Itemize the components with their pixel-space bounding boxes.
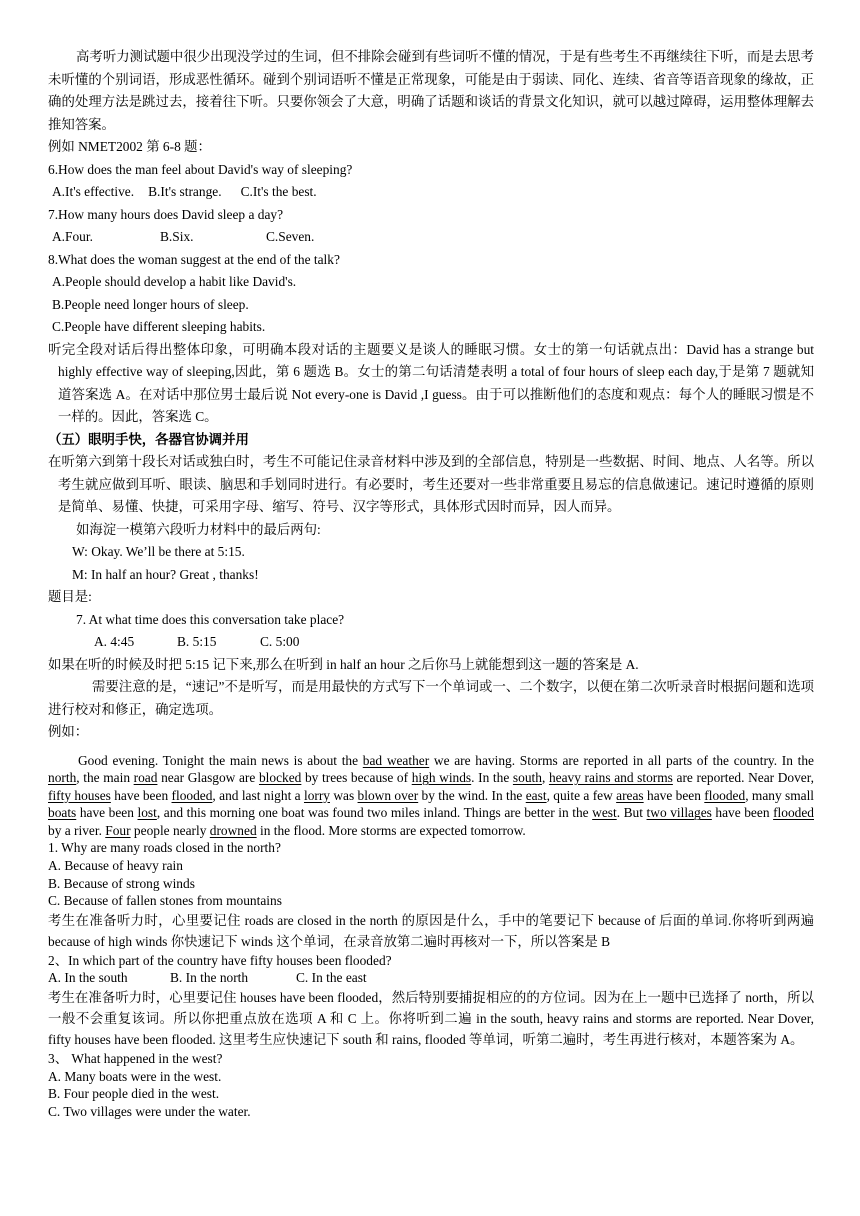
keyword: boats <box>48 805 77 821</box>
option-b: B. 5:15 <box>177 634 217 649</box>
dialogue-w-line: W: Okay. We’ll be there at 5:15. <box>72 544 245 559</box>
keyword: east <box>525 787 547 803</box>
option-b: B.People need longer hours of sleep. <box>52 296 249 312</box>
news-passage: Good evening. Tonight the main news is about the bad weather we are having. Storms are reported in all parts of the country. In the north, the main road near Glasgow are blocked by trees because of high winds. In the south, heavy rains and storms are reported. Near Dover, fifty houses have been flooded, and last night a lorry was blown over by the wind. In the east, quite a few areas have been flooded, many small boats have been lost, and this morning one boat was found two miles inland. Things are better in the west. But two villages have been flooded by a river. Four people nearly drowned in the flood. More storms are expected tomorrow. <box>48 752 815 838</box>
option-c: C. In the east <box>296 970 367 986</box>
option-a: A. In the south <box>48 970 128 986</box>
question-7-options <box>48 226 814 249</box>
keyword: bad weather <box>362 752 430 768</box>
example-intro: 例如 NMET2002 第 6-8 题： <box>48 139 211 154</box>
keyword: areas <box>616 787 644 803</box>
document-page <box>48 46 814 1120</box>
keyword: heavy rains and storms <box>548 770 673 786</box>
keyword: west <box>592 805 617 821</box>
keyword: lost <box>137 805 157 821</box>
keyword: two villages <box>646 805 712 821</box>
keyword: blown over <box>357 787 419 803</box>
option-c: C. 5:00 <box>260 634 300 649</box>
option-b: B. Because of strong winds <box>48 875 195 891</box>
question-options <box>48 631 814 654</box>
dialogue-m-line: M: In half an hour? Great , thanks! <box>72 566 259 582</box>
option-c: C.People have different sleeping habits. <box>52 319 266 334</box>
option-a: A.People should develop a habit like David's. <box>52 274 297 289</box>
option-b: B. In the north <box>170 970 249 986</box>
example-line: 如海淀一模第六段听力材料中的最后两句: <box>76 521 321 537</box>
option-c: C. Because of fallen stones from mountains <box>48 893 282 909</box>
example-label: 例如： <box>48 724 89 739</box>
option-c: C.It's the best. <box>240 184 317 199</box>
analysis-2: 考生在准备听力时，心里要记住 houses have been flooded，然后特别要捕捉相应的的方位词。因为在上一题中已选择了 north，所以一般不会重复该词。所以你把重点放在选项 A 和 C 上。你将听到二遍 in the south, heavy rains and storms are reported. Near Dover, fifty houses have been flooded. 这里考生应快速记下 south 和 rains, flooded 等单词，听第二遍时，考生再进行核对，本题答案为 A。 <box>48 990 814 1048</box>
keyword: fifty houses <box>48 787 111 803</box>
option-a: A. Because of heavy rain <box>48 858 183 874</box>
question-6-options <box>48 181 814 204</box>
keyword: blocked <box>258 770 302 786</box>
option-b: B.Six. <box>160 229 194 244</box>
question-7-stem: 7.How many hours does David sleep a day? <box>48 206 284 222</box>
keyword: flooded <box>773 805 814 821</box>
keyword: lorry <box>303 787 330 803</box>
question-8-stem: 8.What does the woman suggest at the end of the talk? <box>48 251 340 267</box>
keyword: flooded <box>704 787 746 803</box>
passage-question-2: 2、In which part of the country have fifty houses been flooded? <box>48 952 392 968</box>
keyword: Four <box>105 822 131 838</box>
question-6-stem: 6.How does the man feel about David's way of sleeping? <box>48 161 353 177</box>
option-a: A. Many boats were in the west. <box>48 1068 222 1084</box>
option-a: A. 4:45 <box>94 634 135 649</box>
option-b: B.It's strange. <box>148 184 222 199</box>
analysis-1: 考生在准备听力时，心里要记住 roads are closed in the north 的原因是什么，手中的笔要记下 because of 后面的单词.你将听到两遍 because of high winds 你快速记下 winds 这个单词，在录音放第二遍时再核对一下，所以答案是 B <box>48 912 814 949</box>
keyword: north <box>48 770 77 786</box>
option-c: C.Seven. <box>266 229 315 244</box>
topic-label: 题目是: <box>48 589 92 604</box>
passage-question-1: 1. Why are many roads closed in the north? <box>48 840 281 856</box>
option-a: A.Four. <box>52 229 93 244</box>
keyword: flooded <box>171 787 213 803</box>
intro-paragraph: 高考听力测试题中很少出现没学过的生词，但不排除会碰到有些词听不懂的情况，于是有些考生不再继续往下听，而是去思考未听懂的个别词语，形成恶性循环。碰到个别词语听不懂是正常现象，可能是由于弱读、同化、连续、省音等语音现象的缘故，正确的处理方法是跳过去，接着往下听。只要你领会了大意，明确了话题和谈话的背景文化知识，就可以越过障碍，运用整体理解去推知答案。 <box>48 49 814 132</box>
note-paragraph-2: 需要注意的是，“速记”不是听写，而是用最快的方式写下一个单词或一、二个数字，以便在第二次听录音时根据问题和选项进行校对和修正，确定选项。 <box>48 679 814 717</box>
note-paragraph: 如果在听的时候及时把 5:15 记下来,那么在听到 in half an hour 之后你马上就能想到这一题的答案是 A. <box>48 656 639 672</box>
keyword: drowned <box>209 822 257 838</box>
option-a: A.It's effective. <box>52 184 135 199</box>
keyword: road <box>133 770 158 786</box>
section-heading: （五）眼明手快，各器官协调并用 <box>48 431 249 447</box>
keyword: south <box>512 770 542 786</box>
question-stem: 7. At what time does this conversation take place? <box>76 611 345 627</box>
section-paragraph: 在听第六到第十段长对话或独白时，考生不可能记住录音材料中涉及到的全部信息，特别是一些数据、时间、地点、人名等。所以考生就应做到耳听、眼读、脑思和手划同时进行。有必要时，考生还要对一些非常重要且易忘的信息做速记。速记时遵循的原则是简单、易懂、快捷，可采用字母、缩写、符号、汉字等形式，具体形式因时而异，因人而异。 <box>48 454 814 514</box>
option-c: C. Two villages were under the water. <box>48 1103 251 1119</box>
question-2-options <box>48 969 814 987</box>
passage-question-3: 3、 What happened in the west? <box>48 1051 223 1067</box>
keyword: high winds <box>411 770 472 786</box>
analysis-paragraph: 听完全段对话后得出整体印象，可明确本段对话的主题要义是谈人的睡眠习惯。女士的第一句话就点出：David has a strange but highly effective way of sleeping,因此，第 6 题选 B。女士的第二句话清楚表明 a total of four hours of sleep each day,于是第 7 题就知道答案选 A。在对话中那位男士最后说 Not every-one is David ,I guess。由于可以推断他们的态度和观点：每个人的睡眠习惯是不一样的。因此，答案选 C。 <box>48 341 814 424</box>
option-b: B. Four people died in the west. <box>48 1086 220 1102</box>
